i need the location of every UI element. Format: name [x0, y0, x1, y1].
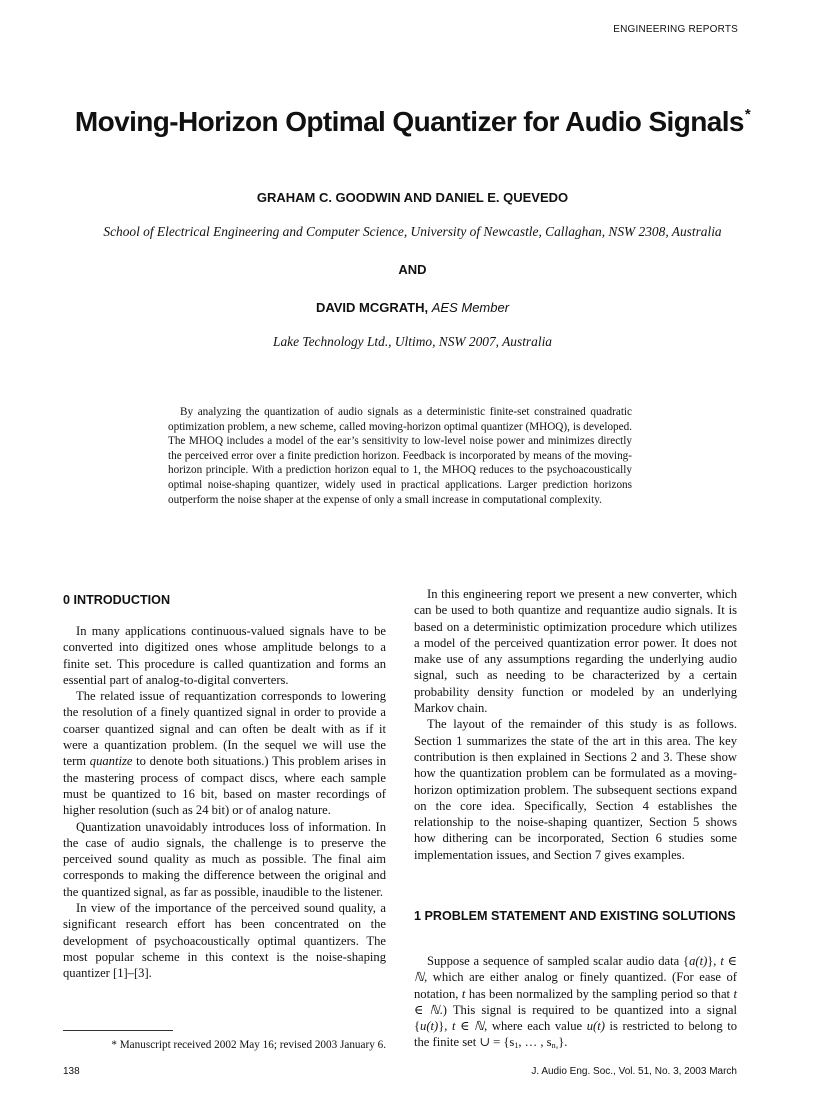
math-t: t	[461, 986, 466, 1001]
math-u-of-t: u(t)	[420, 1019, 439, 1034]
problem-text-h: is restricted to belong to the finite set	[414, 1019, 738, 1050]
problem-text-d: has been normalized by the sampling period so that	[465, 986, 734, 1001]
secondary-author-name: DAVID MCGRATH,	[315, 300, 429, 315]
intro-p2-part-a: The related issue of requantization corresponds to lowering the resolution of a finely quantized signal in order to provide a coarser quantized signal and can often be dealt with as if it were a quantization problem. (In the sequel we will use the term	[63, 689, 386, 769]
secondary-affiliation: Lake Technology Ltd., Ultimo, NSW 2007, Australia	[273, 334, 552, 349]
problem-text-f: },	[438, 1019, 453, 1034]
section-heading-problem-statement: 1 PROBLEM STATEMENT AND EXISTING SOLUTIONS	[414, 909, 736, 923]
journal-citation: J. Audio Eng. Soc., Vol. 51, No. 3, 2003 March	[531, 1066, 737, 1077]
intro-paragraph-1: In many applications continuous-valued signals have to be converted into digitized ones whose amplitude belongs to a finite set. This procedure is called quantization and forms an essential part of analog-to-digital converters.	[63, 624, 386, 687]
abstract-text: By analyzing the quantization of audio signals as a deterministic finite-set constrained quadratic optimization problem, a new scheme, called moving-horizon optimal quantizer (MHOQ), is developed. The MHOQ includes a model of the ear’s sensitivity to low-level noise power and minimizes directly the perceived error over a finite prediction horizon. Feedback is incorporated by means of the moving-horizon principle. With a prediction horizon equal to 1, the MHOQ reduces to the psychoacoustically optimal noise-shaping quantizer, widely used in practical applications. Larger prediction horizons outperform the noise shaper at the expense of only a small increase in computational complexity.	[168, 406, 632, 506]
math-t-in-n-3: t ∈ ℕ	[452, 1019, 485, 1034]
problem-text-g: , where each value	[484, 1019, 587, 1034]
paper-title-text: Moving-Horizon Optimal Quantizer for Audio Signals	[74, 106, 744, 137]
author-conjunction: AND	[398, 262, 427, 277]
problem-text-e: .) This signal is required to be quantized into a signal {	[414, 1002, 738, 1034]
math-set-ellipsis: , … , s	[518, 1035, 552, 1050]
right-paragraph-2: The layout of the remainder of this study is as follows. Section 1 summarizes the state of the art in this area. The key contribution is then explained in Sections 2 and 3. These show how the quantization problem can be formulated as a moving-horizon optimization problem. The subsequent sections expand on the core idea. Specifically, Section 4 establishes the relationship to the noise-shaping quantizer, Section 5 shows how dithering can be incorporated, Section 6 studies some implementation issues, and Section 7 gives examples.	[414, 717, 737, 862]
primary-authors: GRAHAM C. GOODWIN AND DANIEL E. QUEVEDO	[256, 190, 569, 205]
intro-paragraph-4: In view of the importance of the perceived sound quality, a significant research effort has been concentrated on the development of psychoacoustically optimal quantizers. The most popular scheme in this context is the noise-shaping quantizer [1]–[3].	[63, 901, 386, 981]
intro-p2-part-b: to denote both situations.) This problem arises in the mastering process of compact discs, where each sample must be quantized to 16 bit, based on master recordings of higher resolution (such as 24 bit) or of analog nature.	[63, 754, 386, 818]
footnote: * Manuscript received 2002 May 16; revised 2003 January 6.	[111, 1039, 386, 1051]
problem-text-i: }.	[558, 1035, 568, 1050]
title-footnote-mark: *	[744, 106, 751, 123]
problem-paragraph-1	[414, 953, 737, 1055]
intro-paragraph-3: Quantization unavoidably introduces loss of information. In the case of audio signals, the challenge is to preserve the perceived sound quality as much as possible. The final aim corresponds to making the difference between the original and the quantized signal, as far as possible, inaudible to the listener.	[63, 819, 386, 899]
right-column-bottom	[414, 953, 737, 1055]
intro-paragraph-2	[63, 688, 386, 818]
problem-text-b: },	[707, 954, 721, 968]
section-heading-introduction: 0 INTRODUCTION	[63, 593, 171, 607]
math-u-of-t-2: u(t)	[586, 1019, 605, 1034]
page-number: 138	[63, 1066, 80, 1077]
math-s1-subscript: 1	[514, 1041, 519, 1051]
math-t-in-n: t ∈ ℕ	[414, 954, 737, 985]
footnote-rule	[63, 1030, 173, 1031]
intro-p2-emphasis: quantize	[89, 754, 133, 769]
problem-text-c: , which are either analog or finely quantized. (For ease of notation,	[414, 970, 737, 1001]
math-a-of-t: a(t)	[689, 954, 708, 968]
secondary-author-role: AES Member	[431, 300, 510, 315]
math-set-open: ∪ = {s	[479, 1035, 515, 1050]
problem-text-a: Suppose a sequence of sampled scalar audio data {	[427, 954, 690, 968]
primary-affiliation: School of Electrical Engineering and Computer Science, University of Newcastle, Callaghan, NSW 2308, Australia	[103, 224, 722, 239]
running-head: ENGINEERING REPORTS	[613, 24, 738, 35]
secondary-author	[0, 300, 825, 315]
math-t-in-n-2: t ∈ ℕ	[414, 986, 737, 1017]
left-column	[63, 623, 386, 982]
paper-title	[0, 106, 825, 138]
right-paragraph-1: In this engineering report we present a new converter, which can be used to both quantize and requantize audio signals. It is based on a deterministic optimization procedure which utilizes a model of the perceived quantization error power. It does not make use of any assumptions regarding the underlying audio signal, such as needing to be characterized by a certain probability density function or modeled by an underlying Markov chain.	[414, 587, 737, 716]
math-snu-subscript: nᵤ	[551, 1041, 559, 1051]
right-column-top	[414, 586, 737, 863]
abstract	[168, 405, 632, 507]
